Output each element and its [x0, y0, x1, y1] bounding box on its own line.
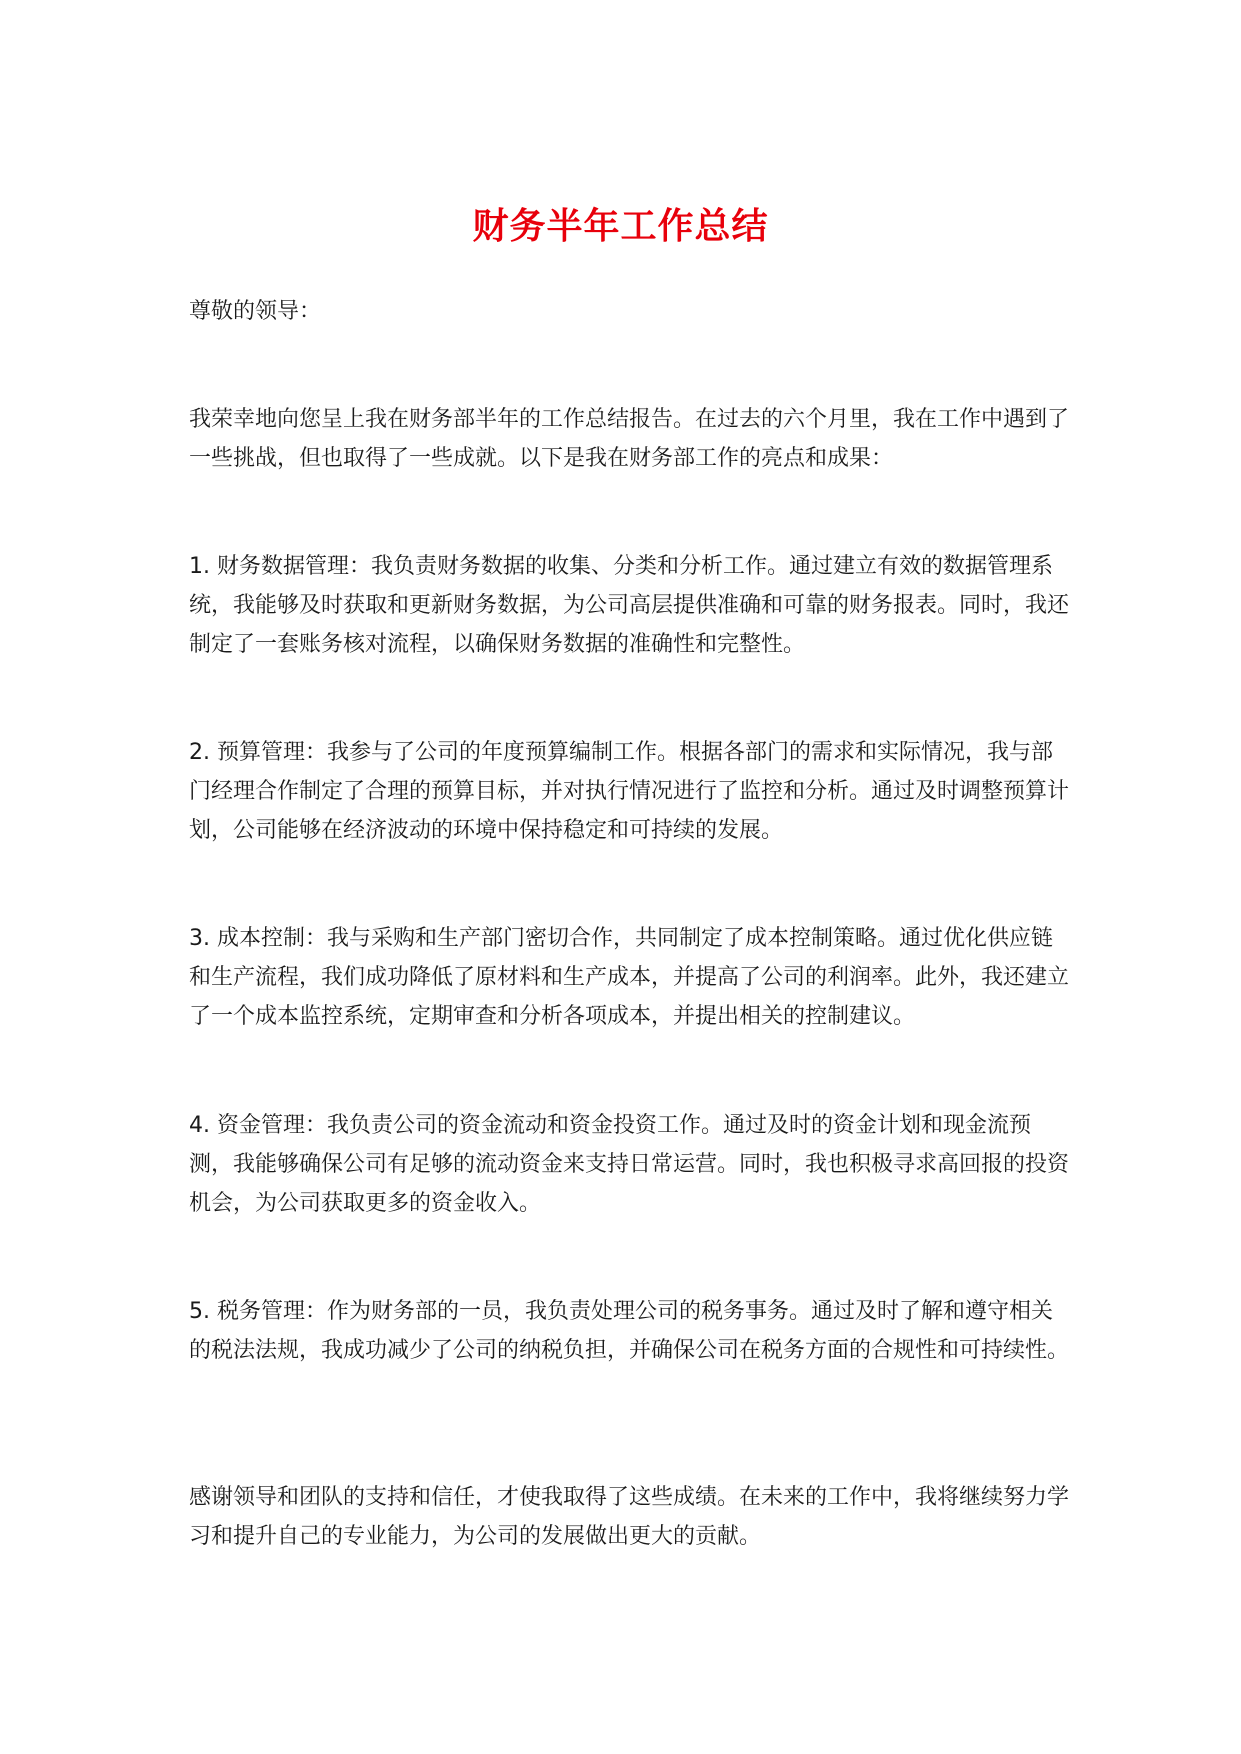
section-financial-data: 1. 财务数据管理：我负责财务数据的收集、分类和分析工作。通过建立有效的数据管理系统，我能够及时获取和更新财务数据，为公司高层提供准确和可靠的财务报表。同时，我还制定了一套账务核对流程，以确保财务数据的准确性和完整性。 [189, 554, 1070, 657]
section-cost-control: 3. 成本控制：我与采购和生产部门密切合作，共同制定了成本控制策略。通过优化供应链和生产流程，我们成功降低了原材料和生产成本，并提高了公司的利润率。此外，我还建立了一个成本监控系统，定期审查和分析各项成本，并提出相关的控制建议。 [189, 926, 1070, 1029]
document-title: 财务半年工作总结 [472, 206, 769, 248]
intro-paragraph: 我荣幸地向您呈上我在财务部半年的工作总结报告。在过去的六个月里，我在工作中遇到了一些挑战，但也取得了一些成就。以下是我在财务部工作的亮点和成果： [189, 407, 1070, 471]
section-tax: 5. 税务管理：作为财务部的一员，我负责处理公司的税务事务。通过及时了解和遵守相关的税法法规，我成功减少了公司的纳税负担，并确保公司在税务方面的合规性和可持续性。 [189, 1299, 1070, 1363]
section-funds: 4. 资金管理：我负责公司的资金流动和资金投资工作。通过及时的资金计划和现金流预测，我能够确保公司有足够的流动资金来支持日常运营。同时，我也积极寻求高回报的投资机会，为公司获取更多的资金收入。 [189, 1113, 1070, 1216]
salutation: 尊敬的领导： [189, 299, 322, 324]
section-budget: 2. 预算管理：我参与了公司的年度预算编制工作。根据各部门的需求和实际情况，我与部门经理合作制定了合理的预算目标，并对执行情况进行了监控和分析。通过及时调整预算计划，公司能够在经济波动的环境中保持稳定和可持续的发展。 [189, 740, 1070, 843]
closing-paragraph: 感谢领导和团队的支持和信任，才使我取得了这些成绩。在未来的工作中，我将继续努力学习和提升自己的专业能力，为公司的发展做出更大的贡献。 [189, 1485, 1070, 1549]
